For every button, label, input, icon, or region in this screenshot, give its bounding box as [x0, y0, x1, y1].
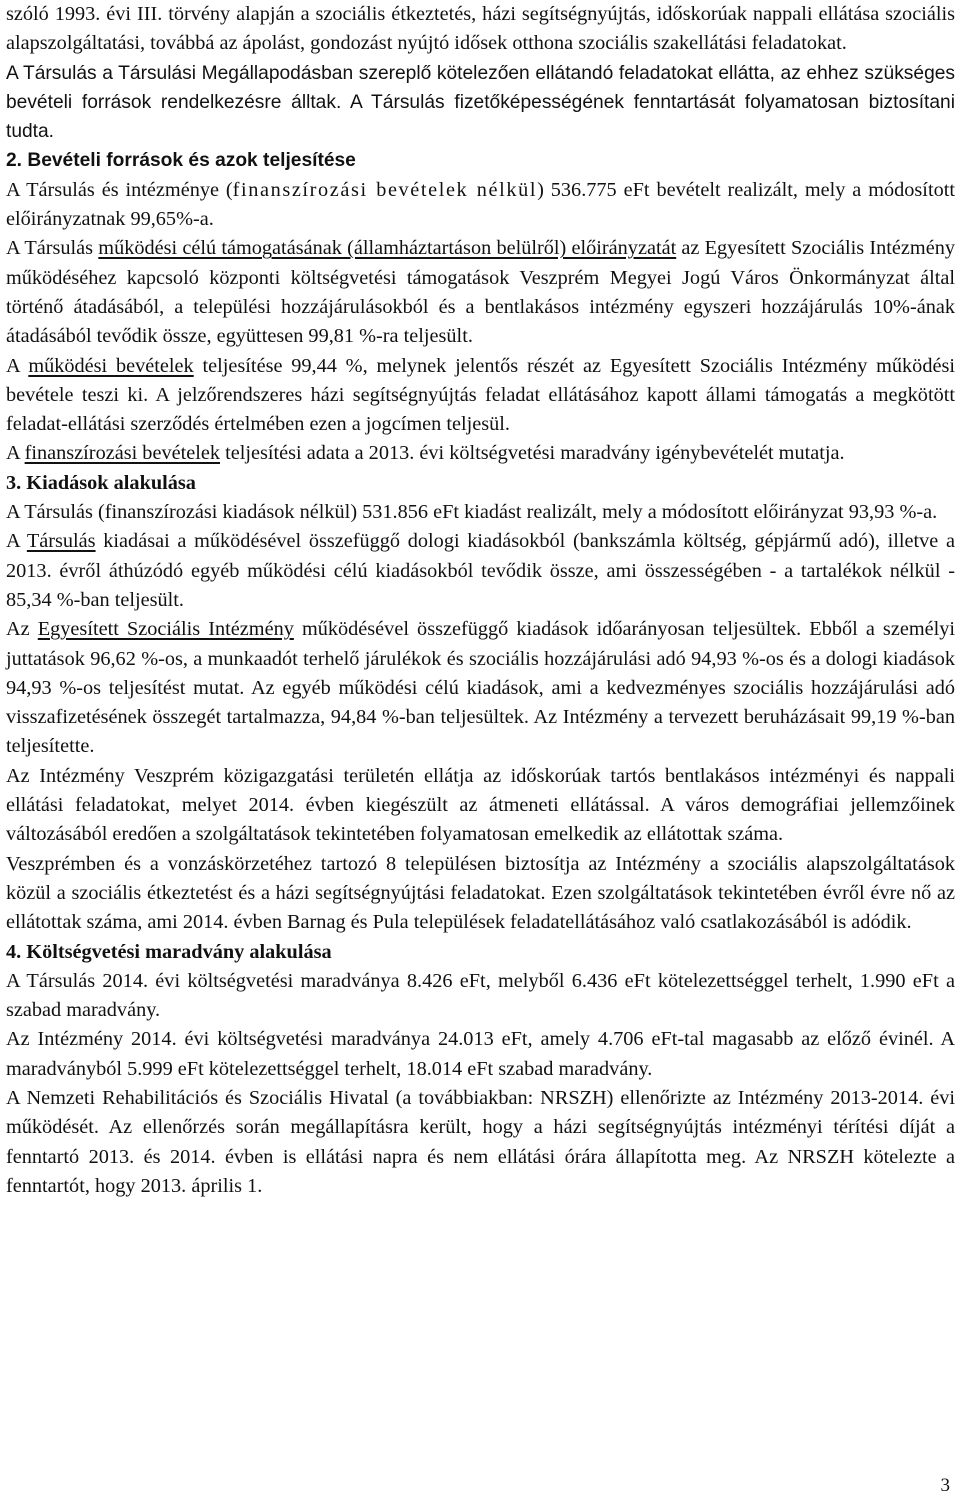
section-title: Kiadások alakulása: [26, 471, 196, 494]
underlined-term: finanszírozási bevételek: [24, 442, 221, 465]
text-run: Az: [6, 618, 38, 641]
underlined-term: Egyesített Szociális Intézmény: [37, 618, 294, 641]
text-run: kiadásai a működésével összefüggő dologi kiadásokból (bankszámla költség, gépjármű adó), illetve a 2013. évről áthúzódó egyéb működési célú kiadásokból tevődik össze, ami összességében - a tartalékok nélkül - 85,34 %-ban teljesült.: [6, 530, 955, 611]
paragraph: [6, 615, 955, 761]
underlined-term: működési célú támogatásának (államháztartáson belülről) előirányzatát: [98, 237, 677, 260]
paragraph: Az Intézmény 2014. évi költségvetési maradványa 24.013 eFt, amely 4.706 eFt-tal magasabb az előző évinél. A maradványból 5.999 eFt kötelezettséggel terhelt, 18.014 eFt szabad maradvány.: [6, 1028, 955, 1080]
underlined-term: Társulás: [26, 530, 96, 553]
text-run: A Társulás és intézménye (: [6, 178, 233, 201]
text-run: A: [6, 530, 27, 553]
section-title: Költségvetési maradvány alakulása: [26, 940, 332, 963]
paragraph: [6, 234, 955, 351]
text-run: A: [6, 442, 25, 465]
paragraph: [6, 527, 955, 615]
paragraph: A Társulás 2014. évi költségvetési maradványa 8.426 eFt, melyből 6.436 eFt kötelezettséggel terhelt, 1.990 eFt a szabad maradvány.: [6, 969, 955, 1022]
document-page: [6, 0, 955, 1201]
text-run: teljesítése 99,44 %, melynek jelentős részét az Egyesített Szociális Intézmény működési bevétele teszi ki. A jelzőrendszeres házi segítségnyújtás feladat ellátásához kapott állami támogatás a megkötött feladat-ellátási szerződés értelmében ezen a jogcímen teljesül.: [6, 354, 955, 436]
text-run: teljesítési adata a 2013. évi költségvetési maradvány igénybevételét mutatja.: [220, 442, 845, 465]
paragraph: szóló 1993. évi III. törvény alapján a szociális étkeztetés, házi segítségnyújtás, időskorúak nappali ellátása szociális alapszolgáltatási, továbbá az ápolást, gondozást nyújtó idősek otthona szociális szakellátási feladatokat.: [6, 3, 955, 55]
page-number: 3: [940, 1475, 950, 1496]
paragraph: Veszprémben és a vonzáskörzetéhez tartozó 8 településen biztosítja az Intézmény a szociális alapszolgáltatások közül a szociális étkeztetést és a házi segítségnyújtási feladatokat. Ezen szolgáltatások tekintetében évről évre nő az ellátottak száma, ami 2014. évben Barnag és Pula települések feladatellátásához való csatlakozásából is adódik.: [6, 852, 955, 934]
text-run: A Társulás: [6, 237, 99, 260]
paragraph: [6, 352, 955, 440]
section-title: Bevételi források és azok teljesítése: [27, 150, 356, 172]
paragraph: A Nemzeti Rehabilitációs és Szociális Hivatal (a továbbiakban: NRSZH) ellenőrizte az Intézmény 2013-2014. évi működését. Az ellenőrzés során megállapításra került, hogy a házi segítségnyújtás intézményi térítési díját a fenntartó 2013. és 2014. évben is ellátási napra és nem ellátási órára állapította meg. Az NRSZH kötelezte a fenntartót, hogy 2013. április 1.: [6, 1086, 955, 1197]
paragraph: A Társulás (finanszírozási kiadások nélkül) 531.856 eFt kiadást realizált, mely a módosított előirányzat 93,93 %-a.: [6, 501, 938, 524]
spaced-text: finanszírozási bevételek nélkül: [232, 178, 538, 201]
section-number: 4.: [6, 940, 22, 963]
section-heading-4: [6, 938, 955, 967]
section-heading-3: [6, 469, 955, 498]
paragraph: [6, 439, 955, 468]
text-run: működésével összefüggő kiadások időarányosan teljesültek. Ebből a személyi juttatások 96,62 %-os, a munkaadót terhelő járulékok és szociális hozzájárulási adó 94,93 %-os és a dologi kiadások 94,93 %-os teljesítést mutat. Az egyéb működési célú kiadások, ami a kedvezményes szociális hozzájárulási adó visszafizetésének összegét tartalmazza, 94,84 %-ban teljesültek. Az Intézmény a tervezett beruházásait 99,19 %-ban teljesítette.: [6, 618, 956, 758]
paragraph: A Társulás a Társulási Megállapodásban szereplő kötelezően ellátandó feladatokat ellátta, az ehhez szükséges bevételi források rendelkezésre álltak. A Társulás fizetőképességének fenntartását folyamatosan biztosítani tudta.: [6, 62, 955, 143]
text-run: A: [6, 354, 29, 377]
paragraph: Az Intézmény Veszprém közigazgatási területén ellátja az időskorúak tartós bentlakásos intézményi és nappali ellátási feladatokat, melyet 2014. évben kiegészült az átmeneti ellátással. A város demográfiai jellemzőinek változásából eredően a szolgáltatások tekintetében folyamatosan emelkedik az ellátottak száma.: [6, 764, 955, 846]
paragraph: [6, 176, 955, 235]
text-run: az Egyesített Szociális Intézmény működéséhez kapcsoló központi költségvetési támogatások Veszprém Megyei Jogú Város Önkormányzat által történő átadásából, a települési hozzájárulásokból és a bentlakásos intézmény egyszeri hozzájárulás 10%-ának átadásából tevődik össze, együttesen 99,81 %-ra teljesült.: [6, 237, 955, 348]
section-heading-2: [6, 146, 955, 175]
text-run: ) 536.775 eFt bevételt realizált, mely a módosított előirányzatnak 99,65%-a.: [6, 178, 955, 231]
section-number: 3.: [6, 471, 22, 494]
underlined-term: működési bevételek: [28, 354, 194, 377]
section-number: 2.: [6, 150, 23, 172]
